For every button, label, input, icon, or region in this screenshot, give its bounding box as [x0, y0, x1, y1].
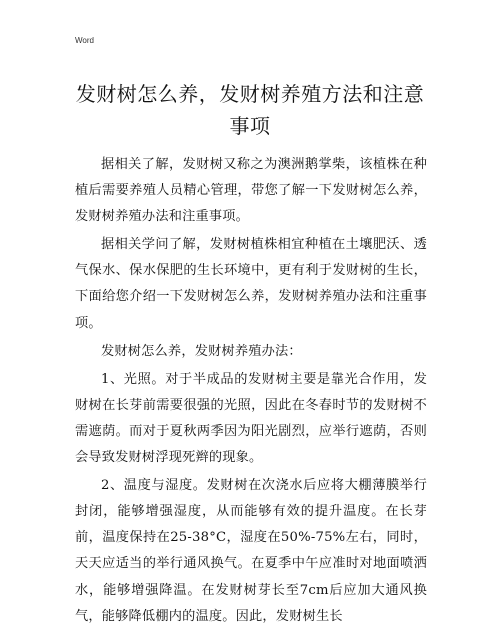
paragraph-environment: 据相关学问了解，发财树植株相宜种植在土壤肥沃、透气保水、保水保肥的生长环境中，更有利于发财树的生长，下面给您介绍一下发财树怎么养，发财树养殖办法和注重事项。: [75, 237, 427, 331]
document-title: 发财树怎么养，发财树养殖方法和注意事项: [75, 82, 425, 138]
paragraph-light: 1、光照。对于半成品的发财树主要是靠光合作用，发财树在长芽前需要很强的光照，因此在冬春时节的发财树不需遮荫。而对于夏秋两季因为阳光剧烈，应举行遮荫，否则会导致发财树浮现死辫的现象。: [75, 371, 427, 466]
document-body: [75, 152, 427, 630]
paragraph-temperature-humidity: 2、温度与湿度。发财树在次浇水后应将大棚薄膜举行封闭，能够增强湿度，从而能够有效的提升温度。在长芽前，温度保持在25-38°C，湿度在50%-75%左右，同时，天天应适当的举行通风换气。在夏季中午应准时对地面喷洒水，能够增强降温。在发财树芽长至7cm后应加大通风换气，能够降低棚内的温度。因此，发财树生长: [75, 478, 427, 624]
page-header-label: Word: [75, 36, 94, 45]
paragraph-method-heading: 发财树怎么养，发财树养殖办法：: [101, 343, 302, 359]
paragraph-intro: 据相关了解，发财树又称之为澳洲鹅掌柴，该植株在种植后需要养殖人员精心管理，带您了解一下发财树怎么养，发财树养殖办法和注重事项。: [75, 157, 427, 225]
